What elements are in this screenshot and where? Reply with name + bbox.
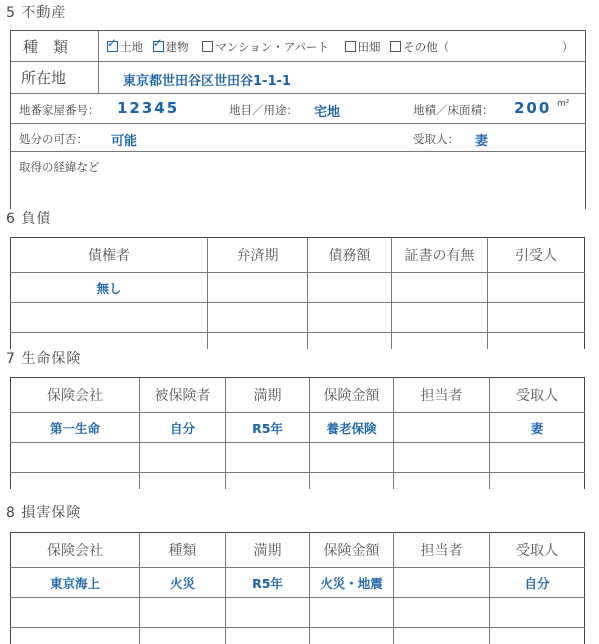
debt-cell[interactable] <box>488 303 585 333</box>
damage-cell[interactable] <box>394 598 490 628</box>
debt-cell[interactable] <box>488 273 585 303</box>
type-label: 種 類 <box>23 36 68 57</box>
life-agent-cell[interactable] <box>394 413 490 443</box>
damage-header-company: 保険会社 <box>11 533 140 568</box>
land-checkbox[interactable] <box>107 41 118 52</box>
debt-title: 6 負債 <box>6 208 51 228</box>
damage-type-cell[interactable]: 火災 <box>140 568 226 598</box>
life-cell[interactable] <box>490 443 585 473</box>
life-header-agent: 担当者 <box>394 378 490 413</box>
damage-header-type: 種類 <box>140 533 226 568</box>
damage-header-maturity: 満期 <box>226 533 310 568</box>
table-row <box>11 273 585 303</box>
farmland-checkbox[interactable] <box>345 41 356 52</box>
damage-recipient-cell[interactable]: 自分 <box>490 568 585 598</box>
realestate-title: 5 不動産 <box>6 2 66 22</box>
use-value: 宅地 <box>314 101 340 120</box>
type-row <box>11 31 585 62</box>
debt-creditor-cell[interactable]: 無し <box>11 273 208 303</box>
damage-amount-cell[interactable]: 火災・地震 <box>310 568 394 598</box>
life-header-maturity: 満期 <box>226 378 310 413</box>
area-value: 200 <box>514 99 551 117</box>
damage-table <box>10 532 585 644</box>
lot-label: 地番家屋番号： <box>19 102 100 118</box>
life-header-row <box>11 378 585 413</box>
debt-cell[interactable] <box>308 273 392 303</box>
option-building[interactable]: ✓ 建物 <box>153 40 189 54</box>
table-row <box>11 443 585 473</box>
damage-header-row <box>11 533 585 568</box>
life-title: 7 生命保険 <box>6 348 81 368</box>
location-label: 所在地 <box>21 67 66 88</box>
apartment-checkbox[interactable] <box>202 41 213 52</box>
type-options <box>107 39 577 55</box>
disposal-value: 可能 <box>111 130 137 149</box>
table-row <box>11 628 585 644</box>
damage-maturity-cell[interactable]: R5年 <box>226 568 310 598</box>
damage-header-recipient: 受取人 <box>490 533 585 568</box>
life-recipient-cell[interactable]: 妻 <box>490 413 585 443</box>
life-company-cell[interactable]: 第一生命 <box>11 413 140 443</box>
damage-agent-cell[interactable] <box>394 568 490 598</box>
life-cell[interactable] <box>140 443 226 473</box>
damage-header-amount: 保険金額 <box>310 533 394 568</box>
debt-cell[interactable] <box>11 303 208 333</box>
table-row <box>11 333 585 350</box>
debt-header-assignee: 引受人 <box>488 238 585 273</box>
other-close: ） <box>562 39 574 55</box>
life-cell[interactable] <box>226 443 310 473</box>
life-header-amount: 保険金額 <box>310 378 394 413</box>
location-row <box>11 61 585 94</box>
life-table <box>10 377 585 489</box>
option-other[interactable]: その他（ <box>390 40 449 54</box>
recipient-value: 妻 <box>475 130 488 149</box>
life-cell[interactable] <box>310 443 394 473</box>
damage-cell[interactable] <box>140 598 226 628</box>
life-cell[interactable] <box>394 443 490 473</box>
debt-cell[interactable] <box>208 303 308 333</box>
debt-header-certificate: 証書の有無 <box>392 238 488 273</box>
option-land[interactable]: ✓ 土地 <box>107 40 143 54</box>
option-apartment[interactable]: マンション・アパート <box>202 40 329 54</box>
table-row <box>11 568 585 598</box>
damage-company-cell[interactable]: 東京海上 <box>11 568 140 598</box>
history-label: 取得の経緯など <box>19 159 100 175</box>
debt-header-due: 弁済期 <box>208 238 308 273</box>
debt-cell[interactable] <box>392 303 488 333</box>
location-value: 東京都世田谷区世田谷1-1-1 <box>123 70 291 89</box>
damage-cell[interactable] <box>11 598 140 628</box>
debt-cell[interactable] <box>208 273 308 303</box>
use-label: 地目／用途： <box>229 102 298 118</box>
debt-header-row <box>11 238 585 273</box>
life-insured-cell[interactable]: 自分 <box>140 413 226 443</box>
damage-title: 8 損害保険 <box>6 502 81 522</box>
life-cell[interactable] <box>11 443 140 473</box>
life-header-recipient: 受取人 <box>490 378 585 413</box>
life-amount-cell[interactable]: 養老保険 <box>310 413 394 443</box>
debt-header-amount: 債務額 <box>308 238 392 273</box>
building-checkbox[interactable] <box>153 41 164 52</box>
other-checkbox[interactable] <box>390 41 401 52</box>
realestate-box <box>10 30 586 209</box>
table-row <box>11 413 585 443</box>
disposal-label: 処分の可否： <box>19 131 88 147</box>
disposal-row <box>11 123 585 152</box>
damage-cell[interactable] <box>490 598 585 628</box>
damage-cell[interactable] <box>310 598 394 628</box>
life-header-company: 保険会社 <box>11 378 140 413</box>
life-maturity-cell[interactable]: R5年 <box>226 413 310 443</box>
table-row <box>11 598 585 628</box>
area-label: 地積／床面積： <box>413 102 494 118</box>
damage-header-agent: 担当者 <box>394 533 490 568</box>
table-row <box>11 473 585 490</box>
debt-header-creditor: 債権者 <box>11 238 208 273</box>
debt-cell[interactable] <box>392 273 488 303</box>
debt-cell[interactable] <box>308 303 392 333</box>
lot-row <box>11 93 585 124</box>
recipient-label: 受取人： <box>413 131 459 147</box>
debt-table <box>10 237 585 349</box>
area-unit: m² <box>557 99 569 109</box>
table-row <box>11 303 585 333</box>
damage-cell[interactable] <box>226 598 310 628</box>
option-farmland[interactable]: 田畑 <box>345 40 381 54</box>
lot-value: 12345 <box>117 99 179 117</box>
life-header-insured: 被保険者 <box>140 378 226 413</box>
